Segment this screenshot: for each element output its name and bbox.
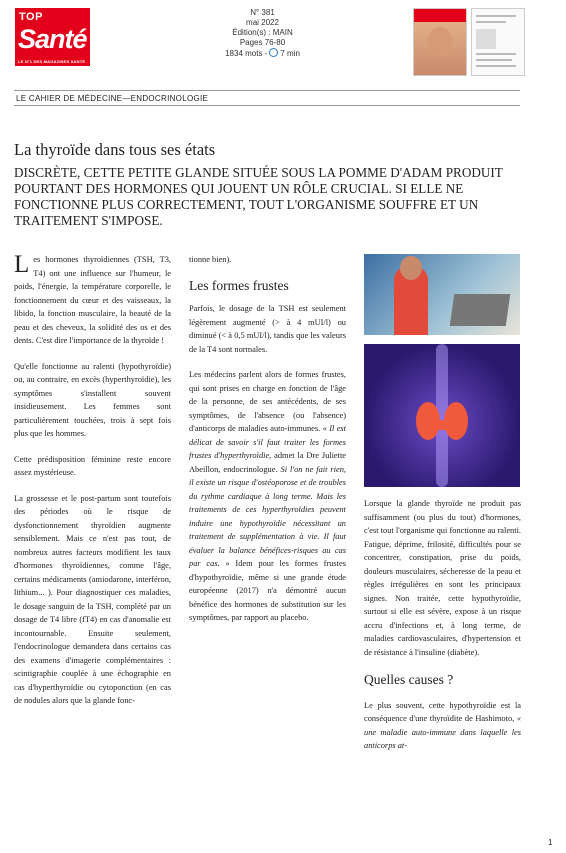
- paragraph: Parfois, le dosage de la TSH est seulement légèrement augmenté (> à 4 mUI/l) ou diminué (< à 0,5 mUI/l), tandis que les valeurs de la T4 sont normales.: [189, 304, 346, 354]
- dropcap: L: [14, 251, 30, 278]
- paragraph: Qu'elle fonctionne au ralenti (hypothyroïdie) ou, au contraire, en excès (hyperthyroïdie), les symptômes s'installent souvent insidieusement. Les femmes sont particulièrement touchées, trois à sept fois plus que les hommes.: [14, 361, 171, 438]
- paragraph: Les hormones thyroïdiennes (TSH, T3, T4) ont une influence sur l'humeur, le poids, l'énergie, la température corporelle, le fonctionnement du cœur et des vaisseaux, la libido, la fonction musculaire, la beauté de la peau et des cheveux, la solidité des os et des dents. C'est dire l'importance de la thyroïde !: [14, 251, 171, 345]
- quote: Il est délicat de savoir s'il faut traiter les formes frustes d'hyperthyroïdie,: [189, 424, 347, 460]
- column-1: [14, 253, 171, 720]
- word-count-row: [200, 48, 325, 59]
- word-count: 1834 mots -: [225, 49, 268, 58]
- read-time: 7 min: [280, 49, 300, 58]
- paragraph: tionne bien).: [189, 255, 232, 264]
- paragraph: Lorsque la glande thyroïde ne produit pas suffisamment (ou plus du tout) d'hormones, c'est tout l'organisme qui fonctionne au ralenti. Fatigue, déprime, frilosité, difficultés pour se concentrer, constipation, prise du poids, douleurs musculaires, sécheresse de la peau et règles irrégulières en sont les principaux signes. Non traitée, cette hypothyroïdie, surtout si elle est sévère, expose à un risque accru d'infections et, à long terme, de maladies cardiovasculaires, d'hypertension et de résistance à l'insuline (diabète).: [364, 499, 521, 657]
- article-lead: DISCRÈTE, CETTE PETITE GLANDE SITUÉE SOUS LA POMME D'ADAM PRODUIT POURTANT DES HORMONES QUI JOUENT UN RÔLE CRUCIAL. SI ELLE NE FONCTIONNE PLUS CORRECTEMENT, TOUT L'ORGANISME SOUFFRE ET UN TRAITEMENT S'IMPOSE.: [14, 165, 503, 228]
- issue-date: mai 2022: [246, 18, 279, 27]
- page-number: 1: [548, 838, 553, 847]
- pages: Pages 76-80: [239, 38, 286, 47]
- edition: Édition(s) : MAIN: [232, 28, 293, 37]
- page-thumbnail[interactable]: [471, 8, 525, 76]
- magazine-cover-thumbnail[interactable]: [413, 8, 467, 76]
- logo-name: Santé: [18, 24, 87, 54]
- column-3: [364, 497, 521, 765]
- paragraph: Les médecins parlent alors de formes frustes, qui sont prises en charge en fonction de l'âge de la personne, de ses antécédents, de ses symptômes, de l'absence (ou l'absence) d'anticorps de maladies auto-immunes. « Il est délicat de savoir s'il faut traiter les formes frustes d'hyperthyroïdie, admet la Dre Juliette Abeillon, endocrinologue. Si l'on ne fait rien, il existe un risque d'ostéoporose et de troubles du rythme cardiaque à long terme. Mais les traitements de ces hyperthyroïdies peuvent induire une hypothyroïdie nécessitant un traitement de supplémentation à vie. Il faut évaluer la balance bénéfices-risques au cas par cas. » Idem pour les formes frustes d'hypothyroïdie, même si une grande étude européenne (2017) n'a démontré aucun bénéfice des hormones de substitution sur les symptômes, par rapport au placebo.: [189, 370, 347, 622]
- section-header: LE CAHIER DE MÉDECINE—ENDOCRINOLOGIE: [14, 90, 520, 106]
- subheading-formes-frustes: Les formes frustes: [189, 277, 289, 293]
- issue-number: N° 381: [250, 8, 275, 17]
- paragraph: Le plus souvent, cette hypothyroïdie est la conséquence d'une thyroïdite de Hashimoto, « une maladie auto-immune dans laquelle les anticorps at-: [364, 700, 522, 750]
- quote: Si l'on ne fait rien, il existe un risque d'ostéoporose et de troubles du rythme cardiaque à long terme. Mais les traitements de ces hyperthyroïdies peuvent induire une hypothyroïdie nécessitant un traitement de supplémentation à vie. Il faut évaluer la balance bénéfices-risques au cas par cas.: [189, 464, 347, 568]
- logo-tagline: LE N°1 DES MAGAZINES SANTÉ: [18, 59, 86, 64]
- logo-top: TOP: [19, 11, 43, 23]
- article-title: La thyroïde dans tous ses états: [14, 140, 216, 159]
- thyroid-illustration: [364, 344, 520, 487]
- subheading-quelles-causes: Quelles causes ?: [364, 672, 454, 687]
- woman-laptop-photo: [364, 254, 520, 335]
- quote: « une maladie auto-immune dans laquelle les anticorps at-: [364, 714, 522, 750]
- clock-icon: [269, 48, 278, 57]
- top-sante-logo: [15, 8, 90, 66]
- column-2: [189, 253, 346, 637]
- issue-meta: [200, 8, 325, 59]
- paragraph: Cette prédisposition féminine reste encore assez mystérieuse.: [14, 454, 171, 477]
- paragraph: La grossesse et le post-partum sont toutefois des périodes où le risque de dysfonctionnement thyroïdien augmente sensiblement. Mais ce n'est pas tout, de nombreux autres facteurs modifient les taux d'hormones thyroïdiennes, comme l'âge, certains médicaments (amiodarone, interféron, lithium... ). Pour diagnostiquer ces maladies, le dosage sanguin de la TSH, complété par un dosage de T4 libre (fT4) en cas d'anomalie est incontournable. Ensuite seulement, l'endocrinologue demandera dans certains cas des examens d'imagerie complémentaires : scintigraphie couplée à une échographie en cas d'hyperthyroïdie ou cytoponction (en cas de nodules alors que la glande fonc-: [14, 493, 171, 705]
